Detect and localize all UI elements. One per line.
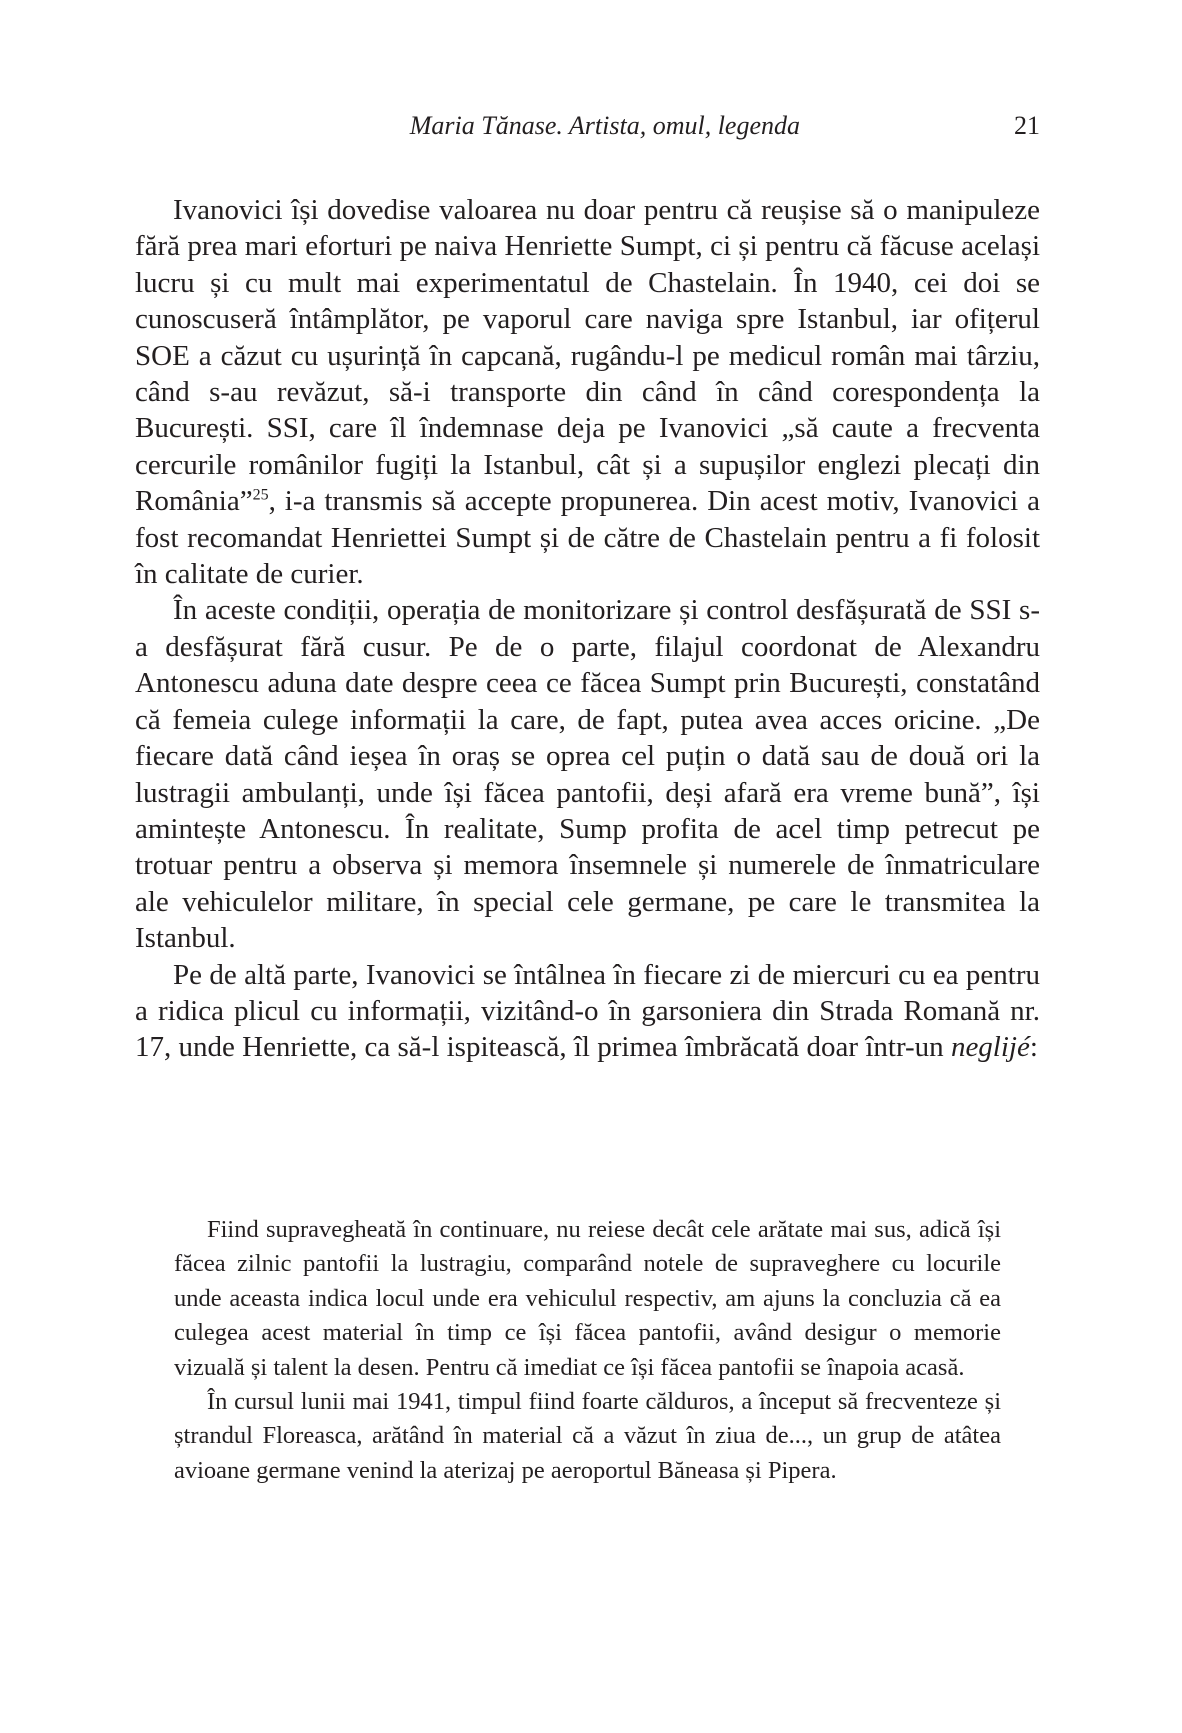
running-title: Maria Tănase. Artista, omul, legenda <box>409 111 800 140</box>
italic-term: neglijé <box>950 1031 1030 1064</box>
paragraph-2: În aceste condiții, operația de monitorizare și control desfășurată de SSI s-a desfășurat fără cusur. Pe de o parte, filajul coordonat de Alexandru Antonescu aduna date despre ceea ce făcea Sumpt prin București, constatând că femeia culege informații la care, de fapt, putea avea acces oricine. „De fiecare dată când ieșea în oraș se oprea cel puțin o dată sau de două ori la lustragii ambulanți, unde își făcea pantofii, deși afară era vreme bună”, își amintește Antonescu. În realitate, Sump profita de acel timp petrecut pe trotuar pentru a observa și memora însemnele și numerele de înmatriculare ale vehiculelor militare, în special cele germane, pe care le transmitea la Istanbul. <box>135 594 1040 955</box>
block-quote <box>174 1213 1001 1488</box>
footnote-marker: 25 <box>252 486 269 504</box>
quote-paragraph-1: Fiind supravegheată în continuare, nu reiese decât cele arătate mai sus, adică își făcea zilnic pantofii la lustragiu, comparând notele de supraveghere cu locurile unde aceasta indica locul unde era vehiculul respectiv, am ajuns la concluzia că ea culegea acest material în timp ce își făcea pantofii, având desigur o memorie vizuală și talent la desen. Pentru că imediat ce își făcea pantofii se înapoia acasă. <box>174 1216 1001 1381</box>
paragraph-1-end: , i-a transmis să accepte propunerea. Din acest motiv, Ivanovici a fost recomandat Henriettei Sumpt și de către de Chastelain pentru a fi folosit în calitate de curier. <box>135 485 1040 591</box>
paragraph-1-text: Ivanovici își dovedise valoarea nu doar pentru că reușise să o manipuleze fără prea mari eforturi pe naiva Henriette Sumpt, ci și pentru că făcuse același lucru și cu mult mai experimentatul de Chastelain. În 1940, cei doi se cunoscuseră întâmplător, pe vaporul care naviga spre Istanbul, iar ofițerul SOE a căzut cu ușurință în capcană, rugându-l pe medicul român mai târziu, când s-au revăzut, să-i transporte din când în când corespondența la București. SSI, care îl îndemnase deja pe Ivanovici „să caute a frecventa cercurile românilor fugiți la Istanbul, cât și a supușilor englezi plecați din România” <box>135 194 1040 518</box>
paragraph-3-text: Pe de altă parte, Ivanovici se întâlnea în fiecare zi de miercuri cu ea pentru a ridica plicul cu informații, vizitând-o în garsoniera din Strada Romană nr. 17, unde Henriette, ca să-l ispitească, îl primea îmbrăcată doar într-un <box>135 958 1040 1064</box>
paragraph-3 <box>135 957 1040 1066</box>
quote-paragraph-2: În cursul lunii mai 1941, timpul fiind foarte călduros, a început să frecventeze și ștrandul Floreasca, arătând în material că a văzut în ziua de..., un grup de atâtea avioane germane venind la aterizaj pe aeroportul Băneasa și Pipera. <box>174 1388 1001 1484</box>
paragraph-1 <box>135 192 1040 592</box>
body-text <box>135 192 1040 1066</box>
running-header <box>135 108 1040 144</box>
page-number: 21 <box>1014 111 1040 140</box>
paragraph-3-end: : <box>1029 1031 1038 1064</box>
